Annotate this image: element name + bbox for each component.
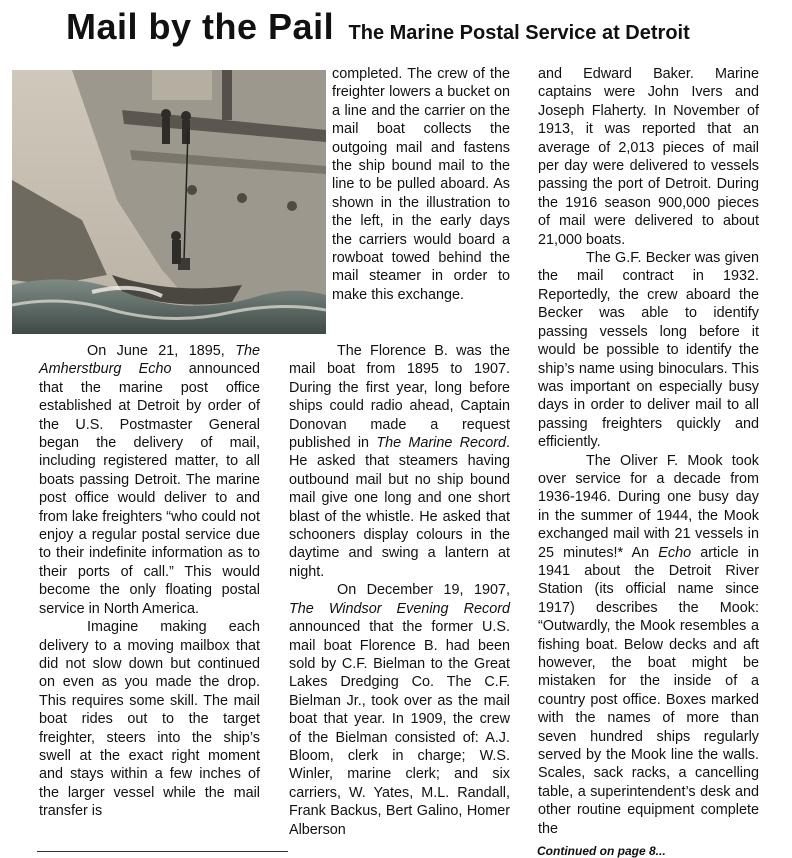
article-paragraph: and Edward Baker. Marine captains were John Ivers and Joseph Flaherty. In November of 1913, it was reported that an average of 2,013 pieces of mail per day were delivered to vessels passing the port of Detroit. During the 1916 season 900,000 pieces of mail were delivered to about 21,000 boats. [538, 66, 759, 248]
column-left [39, 342, 260, 821]
page-subtitle: The Marine Postal Service at Detroit [348, 22, 690, 44]
footnote-divider [37, 851, 288, 852]
article-paragraph: completed. The crew of the freighter lowers a bucket on a line and the carrier on the mail boat collects the outgoing mail and fastens the ship bound mail to the line to be pulled aboard. As shown in the illustration to the left, in the early days the carriers would board a rowboat towed behind the mail steamer in order to make this exchange. [332, 66, 510, 303]
article-paragraph: The Florence B. was the mail boat from 1895 to 1907. During the first year, long before ships could radio ahead, Captain Donovan made a request published in The Marine Record. He asked that steamers having outbound mail but no ship bound mail give one long and one short blast of the whistle. He asked that schooners display colours in the daytime and swing a lantern at night. [289, 343, 511, 580]
article-paragraph: On December 19, 1907, The Windsor Evening Record announced that the former U.S. mail boat Florence B. had been sold by C.F. Bielman to the Great Lakes Dredging Co. The C.F. Bielman Jr., took over as the mail boat that year. In 1909, the crew of the Bielman consisted of: A.J. Bloom, clerk in charge; W.S. Winler, marine clerk; and six carriers, W. Yates, M.L. Randall, Frank Backus, Bert Galino, Homer Alberson [289, 582, 510, 838]
column-right-of-illustration [332, 65, 510, 304]
article-paragraph: The Oliver F. Mook took over service for a decade from 1936-1946. During one busy day in the summer of 1944, the Mook exchanged mail with 21 vessels in 25 minutes!* An Echo article in 1941 about the Detroit River Station (its official name since 1917) describes the Mook: “Outwardly, the Mook resembles a fishing boat. Below decks and aft however, the boat might be mistaken for the inside of a country post office. Boxes marked with the names of more than seven hundred ships regularly served by the Mook line the walls. Scales, sack racks, a cancelling table, a superintendent’s desk and other routine equipment complete the [538, 452, 759, 837]
article-paragraph: On June 21, 1895, The Amherstburg Echo announced that the marine post office established at Detroit by order of the U.S. Postmaster General began the delivery of mail, including registered matter, to all boats passing Detroit. The marine post office would deliver to and from lake freighters “who could not enjoy a regular postal service due to their indefinite information as to their ports of call.” This would become the only floating postal service in North America. [39, 343, 260, 617]
article-paragraph: Imagine making each delivery to a moving mailbox that did not slow down but continued on even as you made the drop. This requires some skill. The mail boat rides out to the target freighter, steers into the ship’s swell at the exact right moment and stays within a few inches of the larger vessel while the mail transfer is [39, 619, 260, 820]
continued-note: Continued on page 8... [537, 844, 666, 858]
page-title: Mail by the Pail [66, 6, 335, 47]
mail-boat-illustration-icon [12, 70, 326, 334]
column-middle [289, 342, 510, 839]
headline [66, 6, 766, 56]
article-paragraph: The G.F. Becker was given the mail contract in 1932. Reportedly, the crew aboard the Becker was able to identify passing vessels long before it would be possible to identify the ship’s name using binoculars. This was important on especially busy days in order to deliver mail to all passing freighters quickly and efficiently. [538, 250, 759, 451]
column-right [538, 65, 759, 838]
